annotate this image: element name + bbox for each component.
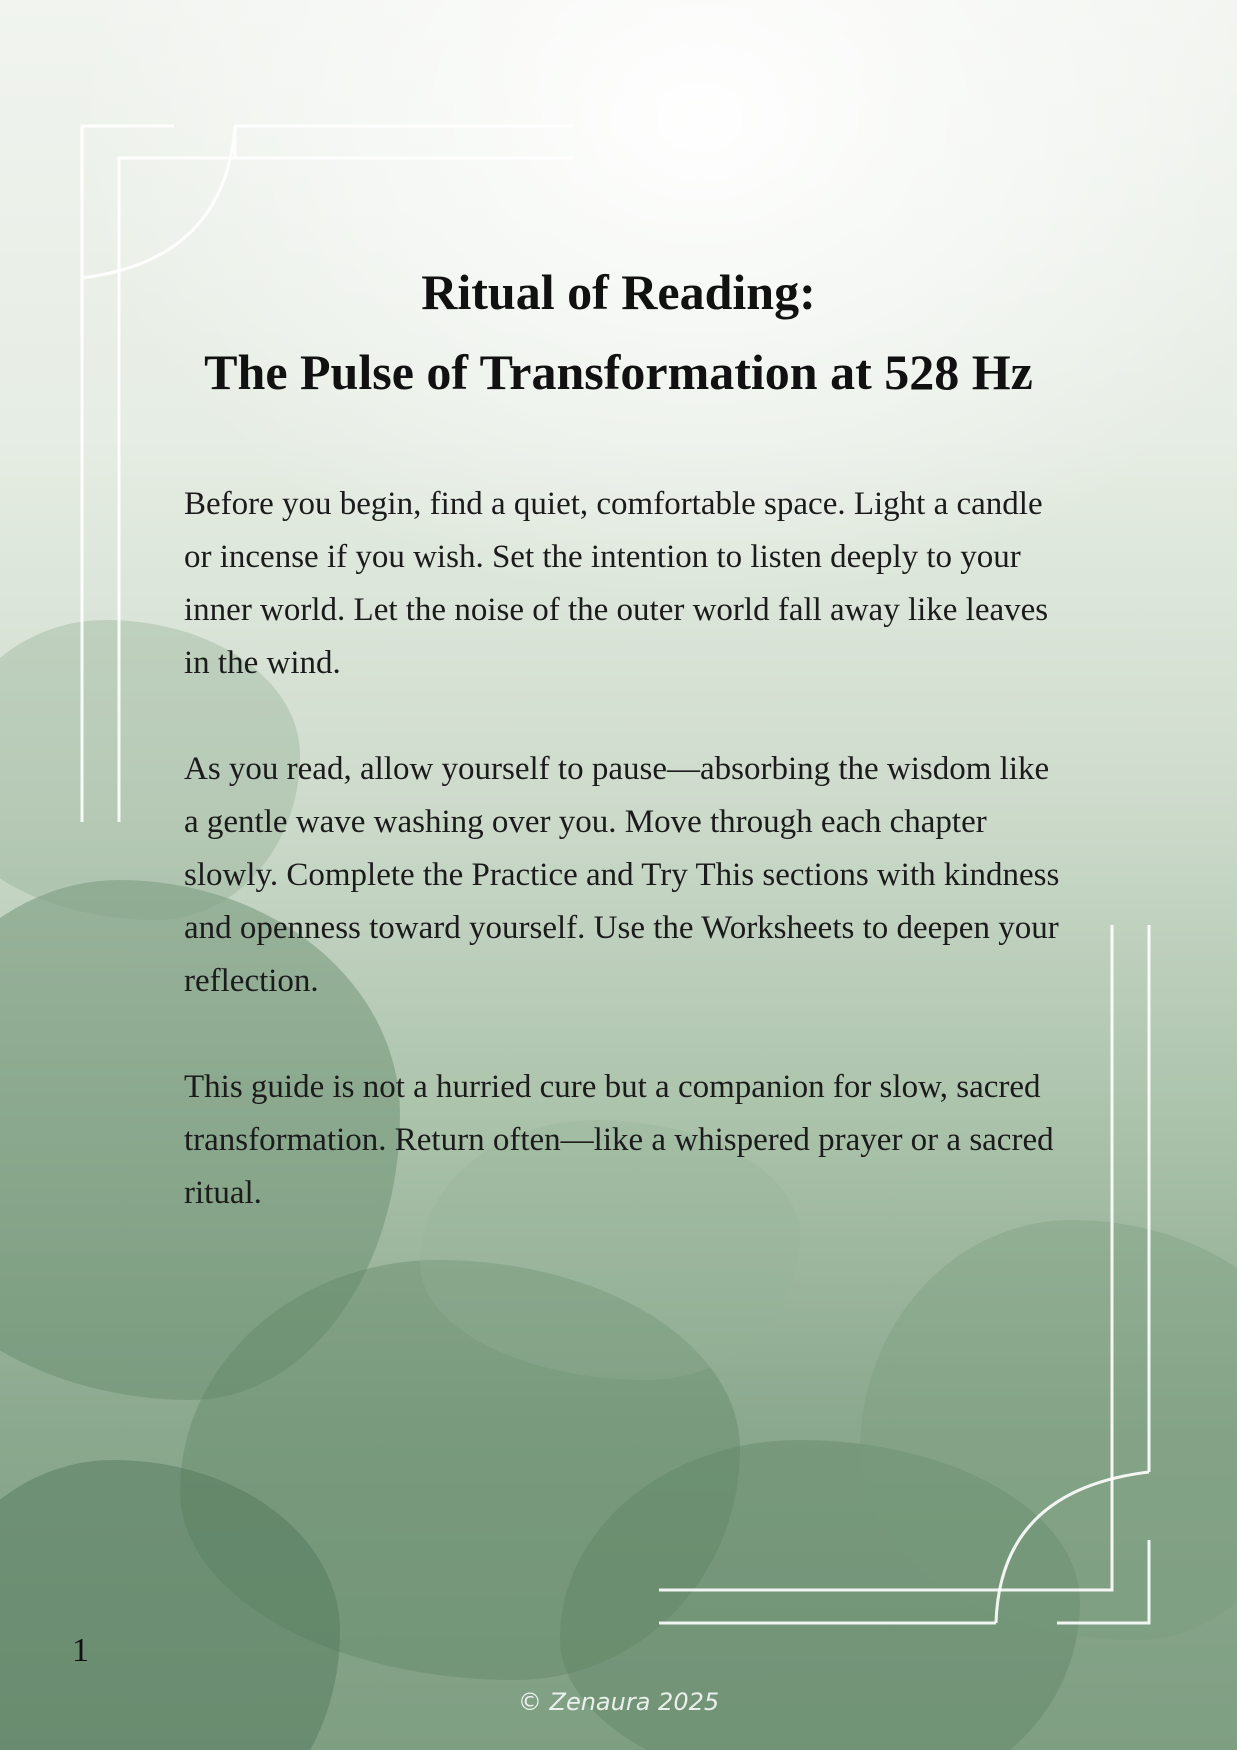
title-line-1: Ritual of Reading: [421, 264, 816, 320]
frame-left-outer-line [82, 126, 174, 822]
copyright-footer: © Zenaura 2025 [517, 1688, 720, 1716]
page-number: 1 [72, 1632, 89, 1669]
frame-bottom-right-corner [1057, 1540, 1149, 1623]
paragraph-guide: This guide is not a hurried cure but a companion for slow, sacred transformation. Return often—like a whispered prayer or a sacred ritual. [184, 1069, 1054, 1211]
frame-top-outer-line [235, 126, 573, 158]
paragraph-intro: Before you begin, find a quiet, comfortable space. Light a candle or incense if you wish. Set the intention to listen deeply to your inner world. Let the noise of the outer world fall away like leaves in the wind. [184, 486, 1049, 681]
page-title [0, 252, 1237, 412]
paragraph-reading: As you read, allow yourself to pause—absorbing the wisdom like a gentle wave washing over you. Move through each chapter slowly. Complete the Practice and Try This sections with kindness and openness toward yourself. Use the Worksheets to deepen your reflection. [184, 751, 1060, 999]
title-line-2: The Pulse of Transformation at 528 Hz [204, 344, 1033, 400]
frame-bottom-right-arc [996, 1472, 1149, 1623]
body-text [184, 478, 1064, 1273]
